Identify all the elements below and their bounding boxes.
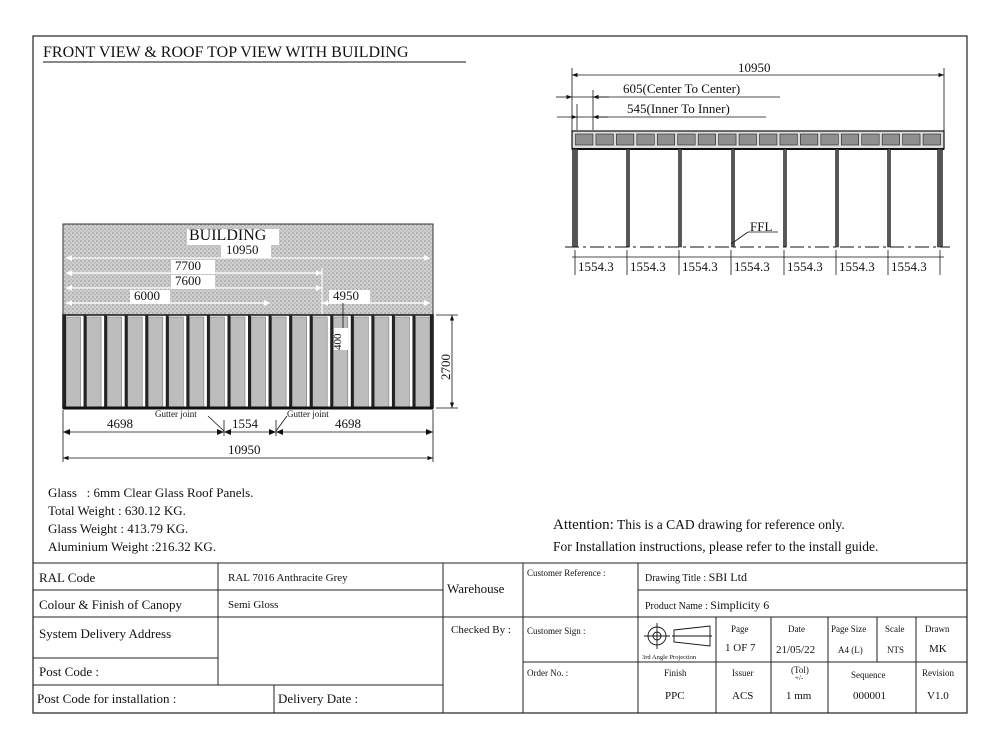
- front-view: [556, 68, 950, 275]
- beam-cell: [882, 134, 899, 145]
- post-code-label: Post Code :: [39, 664, 99, 679]
- front-dim-605: 605(Center To Center): [623, 81, 741, 96]
- page-size-value: A4 (L): [838, 645, 863, 655]
- glazing-bar: [269, 315, 272, 408]
- tol-value: 1 mm: [786, 690, 812, 702]
- finish-value: PPC: [665, 690, 685, 702]
- attention-label: Attention:: [553, 517, 614, 533]
- glazing-bar: [248, 315, 251, 408]
- dim-10950-top: 10950: [226, 242, 259, 257]
- order-no-label: Order No. :: [527, 668, 569, 678]
- dim-1554: 1554: [232, 416, 258, 431]
- attention-text: This is a CAD drawing for reference only.: [613, 517, 845, 532]
- date-label: Date: [788, 624, 805, 634]
- post: [732, 149, 735, 247]
- glass-panel: [107, 317, 122, 407]
- product-name-value: Simplicity 6: [710, 598, 770, 612]
- ral-code-value: RAL 7016 Anthracite Grey: [228, 572, 348, 584]
- beam-cell: [637, 134, 654, 145]
- page-size-label: Page Size: [831, 624, 867, 634]
- beam-cell: [739, 134, 756, 145]
- page-value: 1 OF 7: [725, 642, 756, 654]
- beam-cell: [841, 134, 858, 145]
- gutter-joint-left: Gutter joint: [155, 409, 197, 419]
- beam-cell: [760, 134, 777, 145]
- finish-label: Finish: [664, 668, 687, 678]
- bay-dim-label: 1554.3: [891, 259, 927, 274]
- issuer-label: Issuer: [732, 668, 754, 678]
- colour-value: Semi Gloss: [228, 599, 279, 611]
- post: [938, 149, 943, 247]
- glass-panel: [189, 317, 204, 407]
- projection-label: 3rd Angle Projection: [642, 654, 697, 661]
- dim-400: 400: [332, 333, 344, 350]
- spec-glass-weight: Glass Weight : 413.79 KG.: [48, 521, 189, 536]
- front-dim-10950: 10950: [738, 60, 771, 75]
- glazing-bar: [310, 315, 313, 408]
- glass-panel: [292, 317, 307, 407]
- glass-panel: [210, 317, 225, 407]
- beam-cell: [576, 134, 593, 145]
- bay-dim-label: 1554.3: [630, 259, 666, 274]
- post-code-install-label: Post Code for installation :: [37, 691, 177, 706]
- post: [627, 149, 630, 247]
- glass-panel: [66, 317, 81, 407]
- dim-6000: 6000: [134, 288, 160, 303]
- page-label: Page: [731, 624, 749, 634]
- glazing-bar: [430, 315, 433, 408]
- glass-panel: [169, 317, 184, 407]
- dim-4950: 4950: [333, 288, 359, 303]
- colour-label: Colour & Finish of Canopy: [39, 597, 183, 612]
- spec-glass: Glass : 6mm Clear Glass Roof Panels.: [48, 485, 254, 500]
- projection-symbol-icon: [644, 623, 712, 649]
- glazing-bar: [371, 315, 374, 408]
- glass-panel: [374, 317, 389, 407]
- glazing-bar: [166, 315, 169, 408]
- beam-cell: [821, 134, 838, 145]
- customer-reference-label: Customer Reference :: [527, 568, 606, 578]
- glass-panel: [415, 317, 430, 407]
- glazing-bar: [392, 315, 395, 408]
- scale-label: Scale: [885, 624, 905, 634]
- post: [836, 149, 839, 247]
- beam-cell: [698, 134, 715, 145]
- drawn-value: MK: [929, 643, 947, 655]
- spec-total-weight: Total Weight : 630.12 KG.: [48, 503, 186, 518]
- post: [888, 149, 891, 247]
- glazing-bar: [351, 315, 354, 408]
- beam-cell: [903, 134, 920, 145]
- gutter-joint-right: Gutter joint: [287, 409, 329, 419]
- glazing-bar: [412, 315, 415, 408]
- glass-panel: [128, 317, 143, 407]
- glazing-bar: [84, 315, 87, 408]
- beam-cell: [800, 134, 817, 145]
- beam-cell: [719, 134, 736, 145]
- beam-cell: [596, 134, 613, 145]
- bay-dim-label: 1554.3: [839, 259, 875, 274]
- install-note: For Installation instructions, please refer to the install guide.: [553, 539, 879, 554]
- revision-value: V1.0: [927, 690, 949, 702]
- glazing-bar: [289, 315, 292, 408]
- glass-panel: [87, 317, 102, 407]
- bay-dim-label: 1554.3: [682, 259, 718, 274]
- revision-label: Revision: [922, 668, 955, 678]
- glass-panel: [354, 317, 369, 407]
- glazing-bar: [207, 315, 210, 408]
- glass-panel: [313, 317, 328, 407]
- sequence-label: Sequence: [851, 670, 886, 680]
- drawing-title-label: Drawing Title :: [645, 573, 707, 584]
- beam-cell: [862, 134, 879, 145]
- dim-2700: 2700: [438, 354, 453, 380]
- tol-label: (Tol): [791, 665, 809, 675]
- dim-10950-bottom: 10950: [228, 442, 261, 457]
- attention-note: [553, 517, 845, 534]
- system-delivery-label: System Delivery Address: [39, 626, 172, 641]
- building-label: BUILDING: [189, 227, 267, 244]
- customer-sign-label: Customer Sign :: [527, 626, 586, 636]
- post: [784, 149, 787, 247]
- issuer-value: ACS: [732, 690, 754, 702]
- glazing-bar: [330, 315, 333, 408]
- drawing-title-value: SBI Ltd: [708, 570, 747, 584]
- glazing-bar: [63, 315, 66, 408]
- checked-by-label: Checked By :: [451, 624, 511, 636]
- dim-7700: 7700: [175, 258, 201, 273]
- glass-panel: [272, 317, 287, 407]
- ffl-label: FFL: [750, 219, 773, 234]
- post: [679, 149, 682, 247]
- bay-dim-label: 1554.3: [578, 259, 614, 274]
- drawn-label: Drawn: [925, 624, 950, 634]
- glazing-bar: [145, 315, 148, 408]
- glazing-bar: [125, 315, 128, 408]
- dim-7600: 7600: [175, 273, 201, 288]
- product-name-label: Product Name :: [645, 601, 708, 612]
- tol-sign: +/-: [795, 674, 804, 682]
- glazing-bar: [227, 315, 230, 408]
- glass-panel: [148, 317, 163, 407]
- dim-4698-right: 4698: [335, 416, 361, 431]
- beam-cell: [923, 134, 940, 145]
- ral-code-label: RAL Code: [39, 570, 96, 585]
- glass-panel: [251, 317, 266, 407]
- beam-cell: [780, 134, 797, 145]
- spec-aluminium-weight: Aluminium Weight :216.32 KG.: [48, 539, 217, 554]
- delivery-date-label: Delivery Date :: [278, 691, 359, 706]
- scale-value: NTS: [887, 645, 905, 655]
- front-dim-545: 545(Inner To Inner): [627, 101, 730, 116]
- drawing-title: [645, 570, 747, 585]
- sequence-value: 000001: [853, 690, 886, 702]
- beam-cell: [616, 134, 633, 145]
- post: [573, 149, 578, 247]
- dim-4698-left: 4698: [107, 416, 133, 431]
- bay-dim-label: 1554.3: [787, 259, 823, 274]
- page-title: FRONT VIEW & ROOF TOP VIEW WITH BUILDING: [43, 44, 409, 61]
- glass-panel: [230, 317, 245, 407]
- product-name: [645, 598, 769, 613]
- beam-cell: [678, 134, 695, 145]
- roof-panels: [63, 315, 433, 408]
- glazing-bar: [104, 315, 107, 408]
- warehouse-label: Warehouse: [447, 581, 505, 596]
- glazing-bar: [186, 315, 189, 408]
- beam-cell: [657, 134, 674, 145]
- date-value: 21/05/22: [776, 644, 816, 656]
- bay-dim-label: 1554.3: [734, 259, 770, 274]
- glass-panel: [395, 317, 410, 407]
